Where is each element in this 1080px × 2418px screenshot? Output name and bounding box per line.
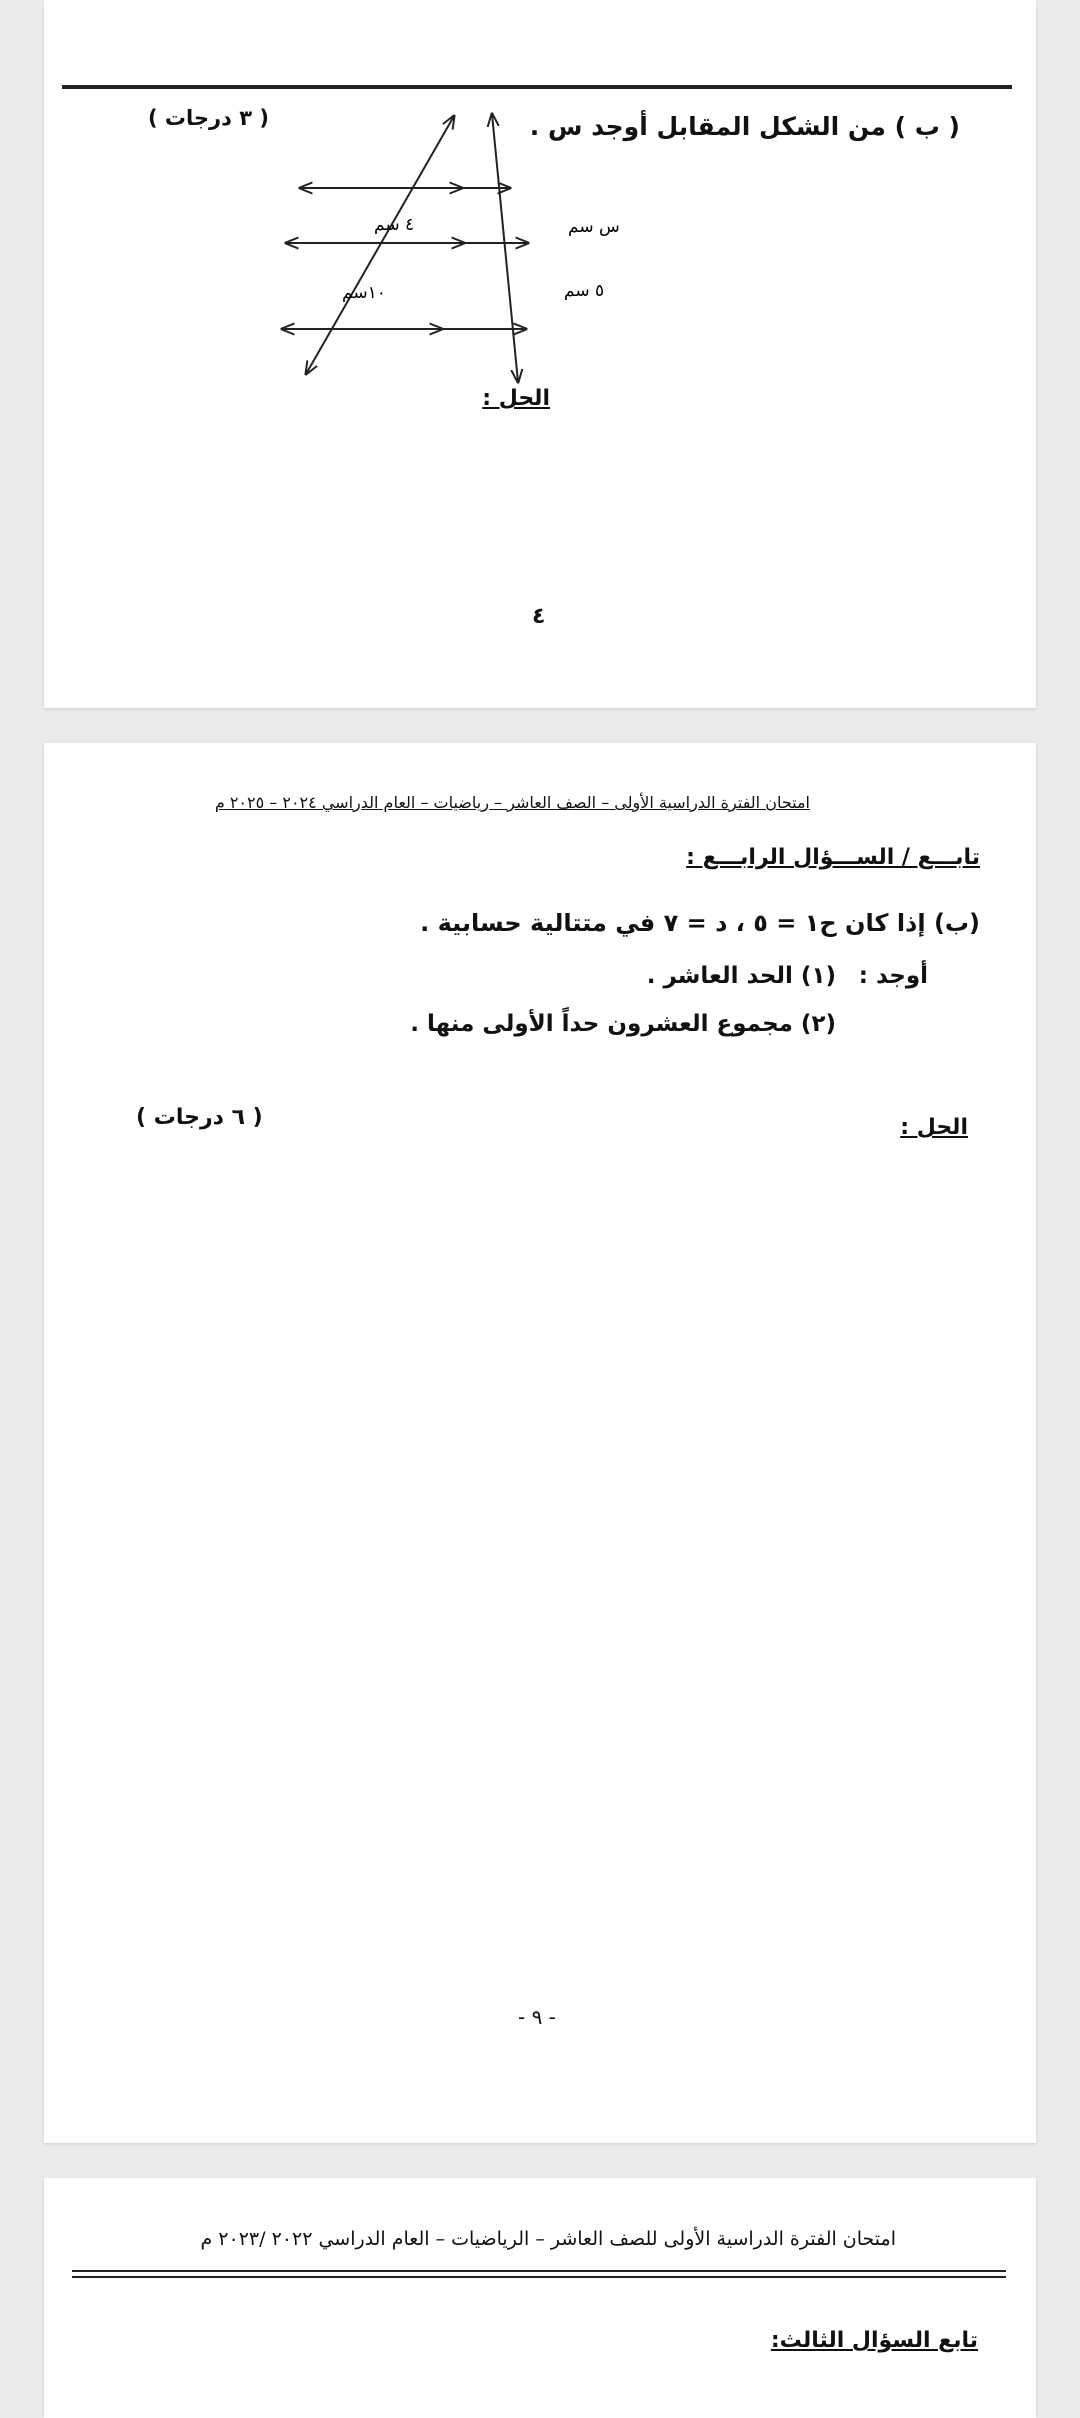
header-double-rule-bottom (72, 2276, 1006, 2278)
question-b-text: (ب) إذا كان ح١ = ٥ ، د = ٧ في متتالية حسابية . (420, 909, 980, 937)
solution-label: الحل : (482, 386, 550, 411)
exam-page-9 (44, 743, 1036, 2143)
label-10-cm: ١٠سم (342, 283, 386, 303)
exam-header: امتحان الفترة الدراسية الأولى – الصف العاشر – رياضيات – العام الدراسي ٢٠٢٤ – ٢٠٢٥ م (214, 793, 810, 812)
page-number: ٤ (532, 604, 546, 629)
transversal-vertical (492, 114, 518, 382)
transversal-slanted (306, 116, 454, 374)
label-5-cm: ٥ سم (564, 281, 605, 301)
header-rule (62, 85, 1012, 89)
exam-page-next (44, 2178, 1036, 2418)
solution-label: الحل : (900, 1115, 968, 1140)
continuation-title: تابع السؤال الثالث: (770, 2328, 978, 2353)
marks-label: ( ٦ درجات ) (136, 1105, 263, 1130)
page-number: - ٩ - (518, 2005, 556, 2029)
find-item-2: (٢) مجموع العشرون حداً الأولى منها . (410, 1011, 836, 1037)
find-label: أوجد : (858, 963, 928, 989)
exam-page-4 (44, 0, 1036, 708)
marks-label: ( ٣ درجات ) (148, 106, 269, 130)
question-b-text: ( ب ) من الشكل المقابل أوجد س . (529, 112, 960, 141)
label-4-cm: ٤ سم (374, 215, 415, 235)
find-item-1: (١) الحد العاشر . (646, 963, 836, 989)
header-double-rule-top (72, 2270, 1006, 2272)
label-x-cm: س سم (568, 217, 620, 237)
continuation-title: تابـــع / الســـؤال الرابـــع : (686, 845, 980, 870)
exam-header: امتحان الفترة الدراسية الأولى للصف العاشر – الرياضيات – العام الدراسي ٢٠٢٢ /٢٠٢٣ م (200, 2228, 896, 2250)
